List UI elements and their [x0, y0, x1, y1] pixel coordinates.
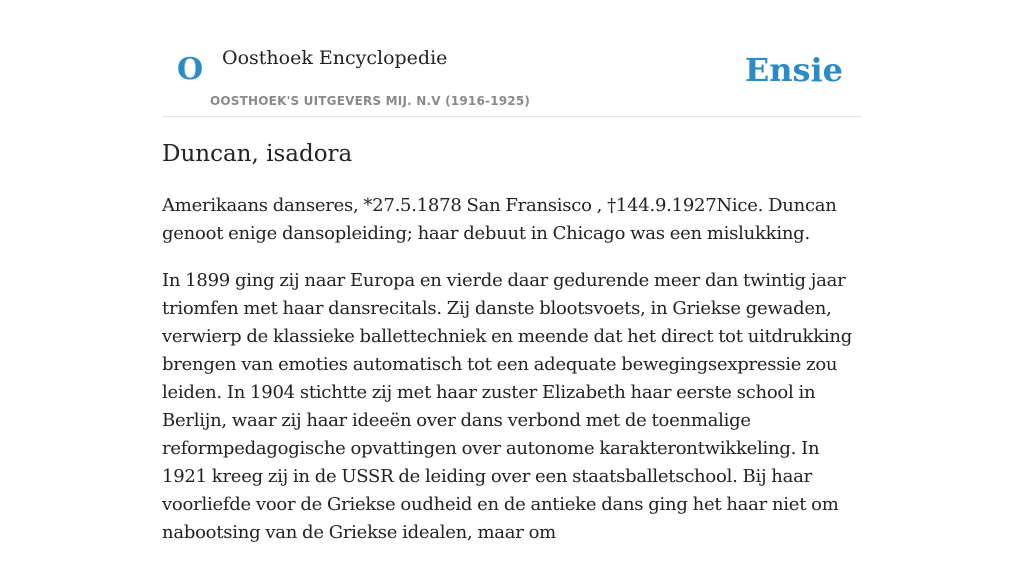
site-header — [162, 0, 862, 117]
entry-content — [162, 137, 862, 566]
encyclopedia-title[interactable]: Oosthoek Encyclopedie — [222, 47, 448, 69]
entry-title: Duncan, isadora — [162, 141, 353, 167]
ensie-home-link[interactable]: Ensie — [744, 51, 843, 89]
encyclopedia-logo-icon[interactable]: O — [177, 52, 204, 87]
publisher-label: OOSTHOEK'S UITGEVERS MIJ. N.V (1916-1925) — [210, 94, 531, 108]
entry-paragraph-1: Amerikaans danseres, *27.5.1878 San Fransisco , †144.9.1927Nice. Duncan genoot enige dansopleiding; haar debuut in Chicago was een mislukking. — [162, 195, 837, 244]
entry-paragraph-2: In 1899 ging zij naar Europa en vierde daar gedurende meer dan twintig jaar triomfen met haar dansrecitals. Zij danste blootsvoets, in Griekse gewaden, verwierp de klassieke ballettechniek en meende dat het direct tot uitdrukking brengen van emoties automatisch tot een adequate bewegingsexpressie zou leiden. In 1904 stichtte zij met haar zuster Elizabeth haar eerste school in Berlijn, waar zij haar ideeën over dans verbond met de toenmalige reformpedagogische opvattingen over autonome karakterontwikkeling. In 1921 kreeg zij in de USSR de leiding over een staatsballetschool. Bij haar voorliefde voor de Griekse oudheid en de antieke dans ging het haar niet om nabootsing van de Griekse idealen, maar om — [162, 270, 852, 543]
